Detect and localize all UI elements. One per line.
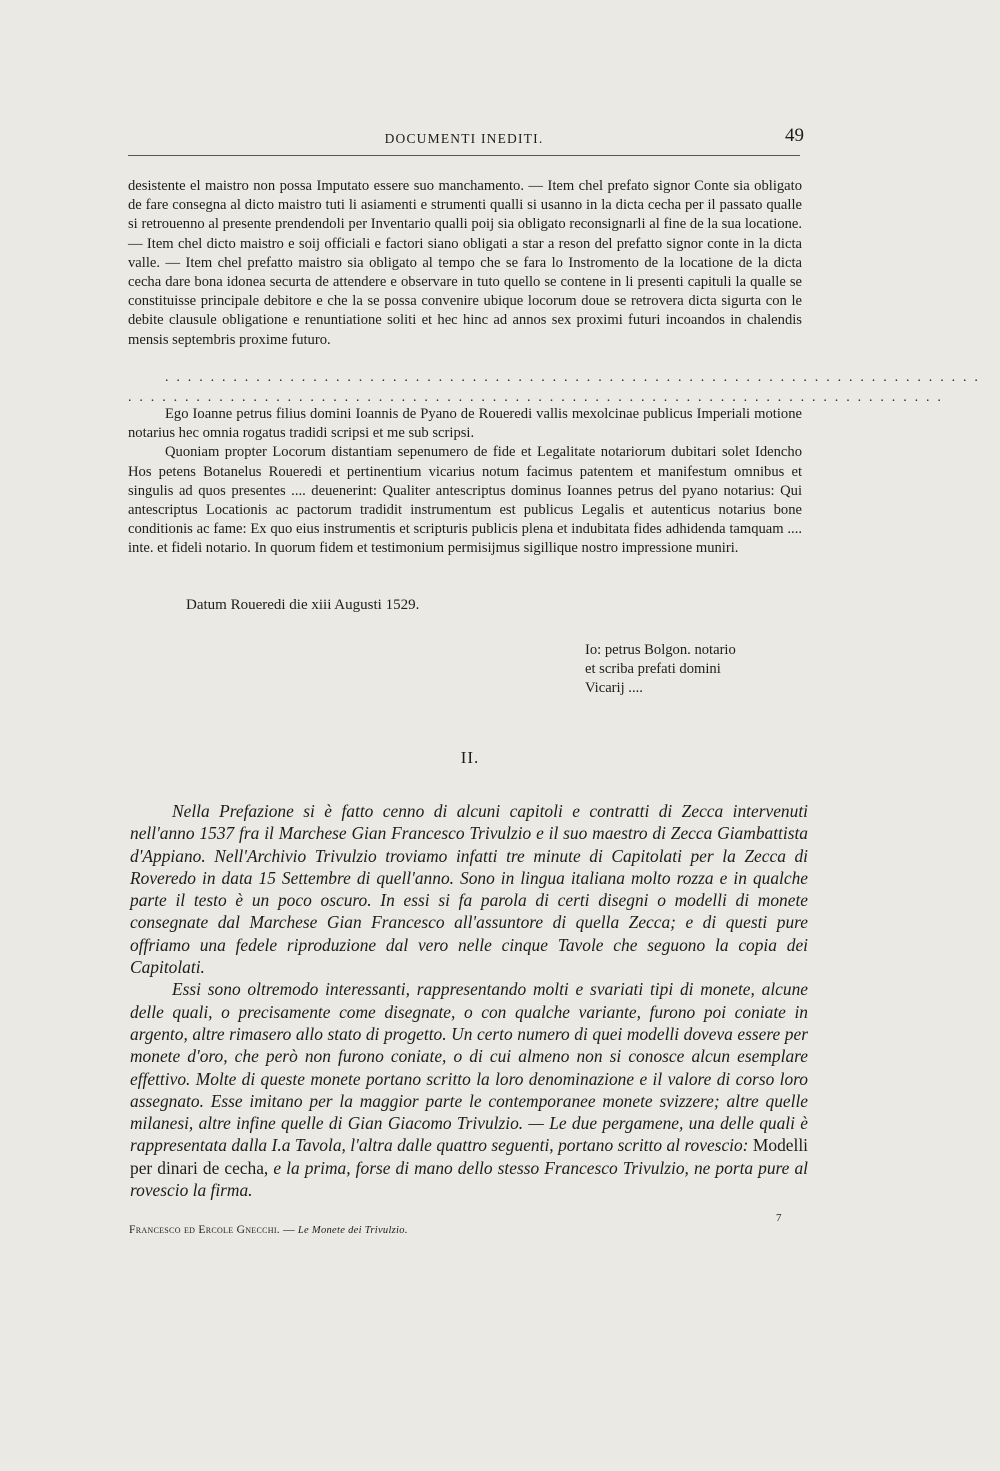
ellipsis-line-1: . . . . . . . . . . . . . . . . . . . . . . . . . . . . . . . . . . . . . . . . . . . . . . . . . . . . . . . . . . . . . . . . . . . . . . . . (165, 370, 981, 385)
document-date: Datum Roueredi die xiii Augusti 1529. (186, 597, 420, 613)
commentary-text-b: e la prima, forse di mano dello stesso Francesco Trivulzio, ne porta pure al rovescio la firma. (130, 1157, 808, 1201)
section-heading: II. (460, 748, 480, 767)
footer-book-title: Le Monete dei Trivulzio. (297, 1225, 408, 1236)
footer-authors: Francesco ed Ercole Gnecchi. — (129, 1224, 295, 1236)
paragraph-text: desistente el maistro non possa Imputato essere suo manchamento. — Item chel prefato signor Conte sia obligato de fare consegna al dicto maistro tuti li asiamenti e strumenti qualli si usanno in la dicta cecha per il passato qualle si retrouenno al presente prendendoli per Inventario qualli poij sia obligato reconsignarli al fine de la sua locatione. — Item chel dicto maistro e soij officiali e factori siano obligati a star a reson del prefatto signor conte in la dicta valle. — Item chel prefatto maistro sia obligato al tempo che se fara lo Instromento de la locatione de la dicta cecha dare bona idonea securta de attendere e observare in tuto quello se contene in li presenti capituli la qualle se constituisse principale debitore e che la se possa convenire ubique locorum doue se retrovera dicta sigurta con le debite clausule obligatione e renuntiatione soliti et hec hinc ad annos sex proximi futuri incoandos in chalendis mensis septembris proxime futuro. (128, 178, 802, 348)
notarial-certification (128, 405, 802, 559)
running-head (128, 125, 804, 156)
document-paragraph-1 (128, 177, 802, 350)
signature-line: et scriba prefati domini (585, 661, 721, 678)
quoted-inscription: Modelli per dinari de cecha, (130, 1135, 808, 1178)
signature-line: Vicarij .... (585, 680, 643, 697)
notary-statement: Ego Ioanne petrus filius domini Ioannis de Pyano de Roueredi vallis mexolcinae publicus Imperiali motione notarius hec omnia rogatus tradidi scripsi et me sub scripsi. (128, 406, 802, 442)
page-footer (129, 1224, 408, 1236)
signature-mark: 7 (776, 1212, 782, 1224)
running-head-title: DOCUMENTI INEDITI. (384, 131, 544, 146)
commentary-text (130, 800, 808, 1201)
commentary-paragraph-2 (130, 978, 808, 1201)
vicar-attestation: Quoniam propter Locorum distantiam sepenumero de fide et Legalitate notariorum dubitari solet Idencho Hos petens Botanelus Roueredi et pertinentium vicarius notum facimus patentem et manifestum omnibus et singulis ad quos presentes .... deuenerint: Qualiter antescriptus dominus Ioannes petrus del pyano notarius: Qui antescriptus Locationis ac pactorum tradidit instrumentum est publicus Legalis et autenticus notarius bone conditionis ac fame: Ex quo eius instrumentis et scripturis publicis plena et indubitata fides adhidenda tamquam .... inte. et fideli notario. In quorum fidem et testimonium permisijmus sigillique nostro impressione muniri. (128, 444, 802, 557)
signature-line: Io: petrus Bolgon. notario (585, 642, 736, 658)
commentary-paragraph-1: Nella Prefazione si è fatto cenno di alcuni capitoli e contratti di Zecca intervenuti nell'anno 1537 fra il Marchese Gian Francesco Trivulzio e il suo maestro di Zecca Giambattista d'Appiano. Nell'Archivio Trivulzio troviamo infatti tre minute di Capitolati per la Zecca di Roveredo in data 15 Settembre di quell'anno. Sono in lingua italiana molto rozza e in qualche parte il testo è un poco oscuro. In essi si fa parola di certi disegni o modelli di monete consegnate dal Marchese Gian Francesco all'assuntore di quella Zecca; e di questi pure offriamo una fedele riproduzione dal vero nelle cinque Tavole che seguono la copia dei Capitolati. (130, 801, 808, 978)
ellipsis-line-2: . . . . . . . . . . . . . . . . . . . . . . . . . . . . . . . . . . . . . . . . . . . . . . . . . . . . . . . . . . . . . . . . . . . . . . . . (128, 390, 944, 405)
commentary-text-a: Essi sono oltremodo interessanti, rappresentando molti e svariati tipi di monete, alcune delle quali, o precisamente come disegnate, o con qualche variante, furono poi coniate in argento, altre rimasero allo stato di progetto. Un certo numero di quei modelli doveva essere per monete d'oro, che però non furono coniate, o di cui almeno non si conosce alcun esemplare effettivo. Molte di queste monete portano scritto la loro denominazione e il valore di corso loro assegnato. Esse imitano per la maggior parte le contemporanee monete svizzere; altre quelle milanesi, altre infine quelle di Gian Giacomo Trivulzio. — Le due pergamene, una delle quali è rappresentata dalla I.a Tavola, l'altra dalle quattro seguenti, portano scritto al rovescio: (130, 979, 808, 1156)
page-number: 49 (785, 125, 804, 146)
signature-block (585, 641, 736, 699)
